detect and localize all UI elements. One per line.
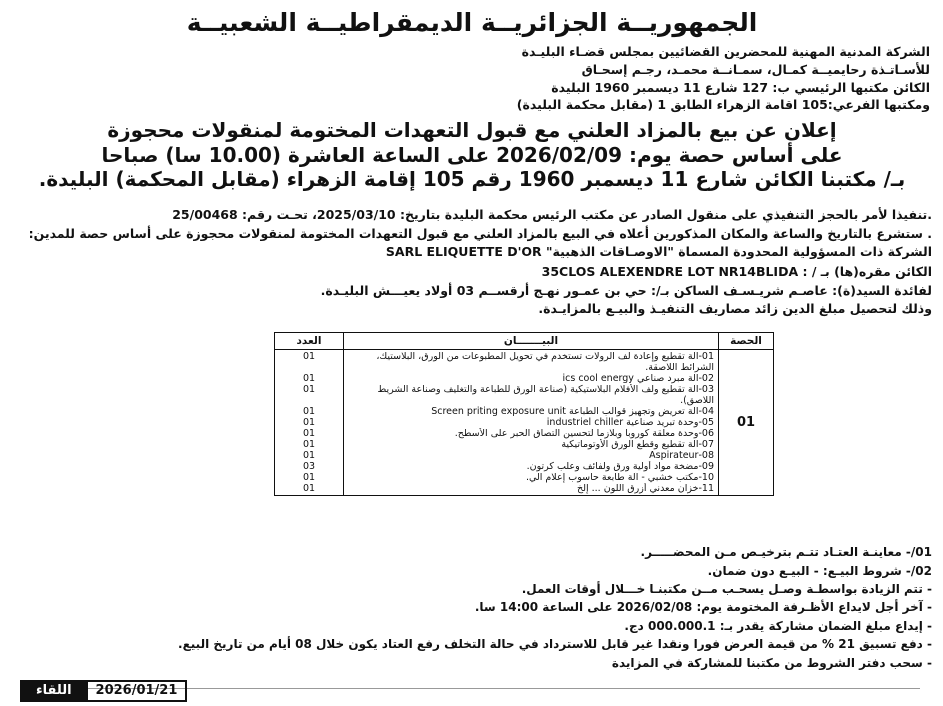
bailiffs-names: للأسـاتـذة رحايميــة كمـال، سمـانــة محمـد، رجـم إسحـاق bbox=[581, 62, 930, 77]
announcement-title: إعلان عن بيع بالمزاد العلني مع قبول التعهدات المختومة لمنقولات محجوزة bbox=[107, 118, 837, 142]
header-quantity: العدد bbox=[275, 333, 344, 350]
item-quantity: 01 bbox=[302, 417, 316, 428]
condition-envelope-deadline: - آخر أجل لايداع الأظـرفة المختومة يوم: 2026/02/08 على الساعة 14:00 سا. bbox=[474, 600, 932, 614]
table-row bbox=[275, 350, 774, 496]
item-quantity: 01 bbox=[302, 439, 316, 450]
item-description: 11-خزان معدني أزرق اللون ... إلخ bbox=[576, 483, 714, 494]
header-description: البيـــــــان bbox=[344, 333, 719, 350]
table-header-row bbox=[275, 333, 774, 350]
condition-inspection: 01/- معاينـة العتـاد تتـم بترخيـص مـن المحضـــــر. bbox=[640, 545, 932, 559]
item-description: 05-وحدة تبريد صناعية industriel chiller bbox=[546, 417, 714, 428]
publication-date: 2026/01/21 bbox=[86, 682, 186, 700]
item-quantity: 01 bbox=[302, 472, 316, 483]
item-quantity: 01 bbox=[302, 373, 316, 384]
item-quantity: 01 bbox=[302, 428, 316, 439]
quantity-column bbox=[275, 350, 344, 496]
main-office-address: الكائن مكتبها الرئيسي ب: 127 شارع 11 ديسمبر 1960 البليدة bbox=[551, 80, 930, 95]
debtor-address: الكائن مقره(ها) بـ / : 35CLOS ALEXENDRE LOT NR14BLIDA bbox=[541, 264, 932, 279]
publication-footer bbox=[20, 680, 187, 702]
item-quantity: 03 bbox=[302, 461, 316, 472]
condition-advance-payment: - دفع تسبيق 21 % من قيمة العرض فورا ونقدا غير قابل للاسترداد في حالة التخلف رفع العتاد يكون خلال 08 أيام من تاريخ البيع. bbox=[178, 637, 932, 651]
republic-title: الجمهوريــة الجزائريــة الديمقراطيــة الشعبيــة bbox=[186, 8, 758, 37]
branch-office-address: ومكتبها الفرعي:105 اقامة الزهراء الطابق 1 (مقابل محكمة البليدة) bbox=[516, 97, 930, 112]
debtor-company: الشركة ذات المسؤولية المحدودة المسماة "الاوصـاقات الذهبية" SARL ELIQUETTE D'OR bbox=[385, 244, 932, 259]
item-description: 03-آلة تقطيع ولف الأفلام البلاستيكية (صناعة الورق للطباعة والتغليف وصناعة الشريط اللاصق). bbox=[377, 384, 714, 406]
item-quantity: 01 bbox=[302, 450, 316, 461]
item-quantity: 01 bbox=[302, 406, 316, 417]
condition-bidding: - تتم الزيادة بواسطـة وصـل يسحـب مــن مكتبنـا خـــلال أوقات العمل. bbox=[521, 582, 932, 596]
item-quantity: 01 bbox=[302, 384, 316, 395]
seizure-order-paragraph: .تنفيذا لأمر بالحجز التنفيذي على منقول الصادر عن مكتب الرئيس محكمة البليدة بتاريخ: 2025/03/10، تحـت رقم: 25/00468 bbox=[172, 207, 932, 222]
company-name: الشركة المدنية المهنية للمحضرين القضائيين بمجلس قضـاء البليـدة bbox=[521, 44, 930, 59]
announcement-session-date: على أساس حصة يوم: 2026/02/09 على الساعة العاشرة (10.00 سا) صباحا bbox=[101, 143, 843, 167]
item-description: 06-وحدة معلقة كوروبا وبلازما لتحسين التصاق الحبر على الأسطح. bbox=[454, 428, 714, 439]
creditor-paragraph: لفائدة السيد(ة): عاصـم شريـسـف الساكن بـ/: حي بن عمـور نهـج أرقســم 03 أولاد يعيـــش البليـدة. bbox=[320, 283, 932, 298]
item-quantity: 01 bbox=[302, 483, 316, 494]
debt-collection-paragraph: وذلك لتحصيل مبلغ الدين زائد مصاريف التنفيـذ والبيـع بالمزايـدة. bbox=[538, 301, 932, 316]
condition-specifications: - سحب دفتر الشروط من مكتبنا للمشاركة في المزايدة bbox=[611, 656, 932, 670]
item-description: 04-آلة تعريض وتجهيز قوالب الطباعة Screen priting exposure unit bbox=[431, 406, 714, 417]
item-description: 09-مضخة مواد أولية ورق ولفائف وعلب كرتون. bbox=[526, 461, 714, 472]
description-column bbox=[344, 350, 719, 496]
item-quantity: 01 bbox=[302, 351, 316, 362]
sale-start-paragraph: . ستشرع بالتاريخ والساعة والمكان المذكورين أعلاه في البيع بالمزاد العلني مع قبول التعهدات المختومة لمنقولات محجوزة على أساس حصة للمدين: bbox=[28, 226, 932, 241]
lot-number: 01 bbox=[719, 350, 774, 496]
item-description: 08-Aspirateur bbox=[649, 450, 714, 461]
item-description: 02-آلة مبرد صناعي ics cool energy bbox=[562, 373, 714, 384]
seized-items-table bbox=[274, 332, 774, 496]
item-description: 07-آلة تقطيع وقطع الورق الأوتوماتيكية bbox=[561, 439, 714, 450]
condition-sale-terms: 02/- شروط البيـع: - البيـع دون ضمان. bbox=[707, 564, 932, 578]
newspaper-tag: اللقاء bbox=[22, 682, 86, 700]
announcement-location: بـ/ مكتبنا الكائن شارع 11 ديسمبر 1960 رقم 105 إقامة الزهراء (مقابل المحكمة) البليدة. bbox=[38, 167, 906, 191]
item-description: 01-آلة تقطيع وإعادة لف الرولات تستخدم في تحويل المطبوعات من الورق، البلاستيك، الشرائط اللاصقة. bbox=[376, 351, 714, 373]
legal-notice-page bbox=[6, 4, 938, 702]
header-lot: الحصة bbox=[719, 333, 774, 350]
condition-guarantee-deposit: - إيداع مبلغ الضمان مشاركة يقدر بـ: 000.000.1 دج. bbox=[624, 619, 932, 633]
item-description: 10-مكتب خشبي - آلة طابعة حاسوب إعلام آلي. bbox=[525, 472, 714, 483]
